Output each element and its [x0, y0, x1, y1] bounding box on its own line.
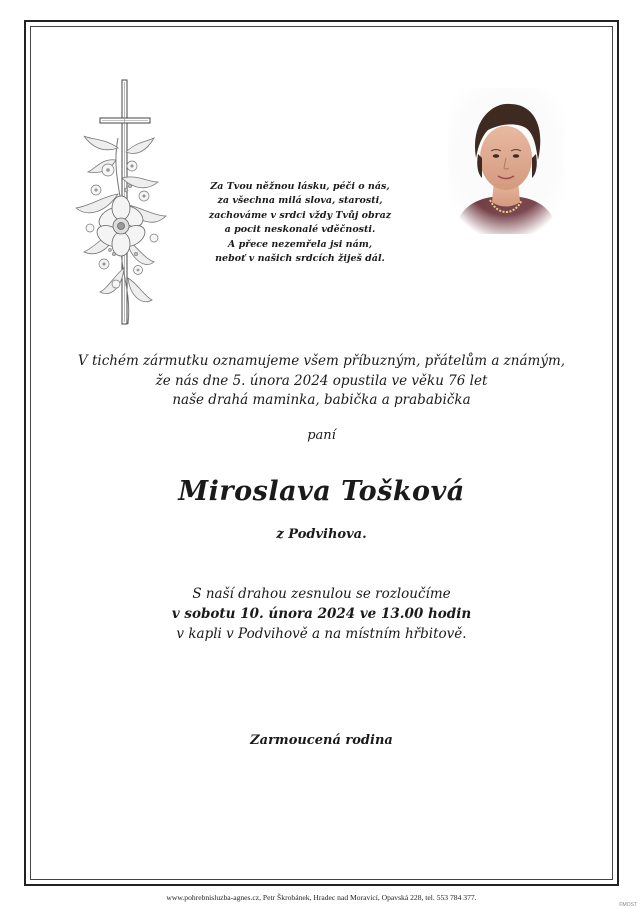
poem-line: neboť v našich srdcích žiješ dál.	[215, 253, 385, 265]
poem	[200, 180, 400, 266]
poem-line: za všechna milá slova, starosti,	[217, 195, 383, 207]
announcement	[30, 352, 613, 411]
farewell-datetime: v sobotu 10. února 2024 ve 13.00 hodin	[171, 606, 472, 622]
deceased-name: Miroslava Tošková	[178, 476, 465, 507]
farewell-details	[30, 584, 613, 644]
poem-line: A přece nezemřela jsi nám,	[227, 238, 373, 250]
poem-line: a pocit neskonalé vděčnosti.	[224, 224, 376, 236]
portrait-photo	[448, 88, 564, 234]
poem-line: Za Tvou něžnou lásku, péči o nás,	[210, 181, 390, 192]
salutation: paní	[307, 428, 336, 443]
poem-line: zachováme v srdci vždy Tvůj obraz	[208, 209, 392, 221]
footer-contact: www.pohrebnisluzba-agnes.cz, Petr Škrobánek, Hradec nad Moravicí, Opavská 228, tel. 553 784 377.	[166, 893, 477, 902]
announcement-line: naše drahá maminka, babička a prababička	[172, 392, 471, 408]
deceased-origin: z Podvihova.	[276, 527, 367, 542]
announcement-line: V tichém zármutku oznamujeme všem příbuzným, přátelům a známým,	[77, 353, 566, 369]
farewell-place: v kapli v Podvihově a na místním hřbitově.	[176, 626, 467, 642]
announcement-line: že nás dne 5. února 2024 opustila ve věku 76 let	[155, 372, 488, 389]
print-code: ©MOST	[618, 902, 637, 908]
farewell-intro: S naší drahou zesnulou se rozloučíme	[192, 586, 451, 602]
cross-with-flowers-icon	[66, 78, 176, 334]
signature: Zarmoucená rodina	[250, 733, 393, 748]
